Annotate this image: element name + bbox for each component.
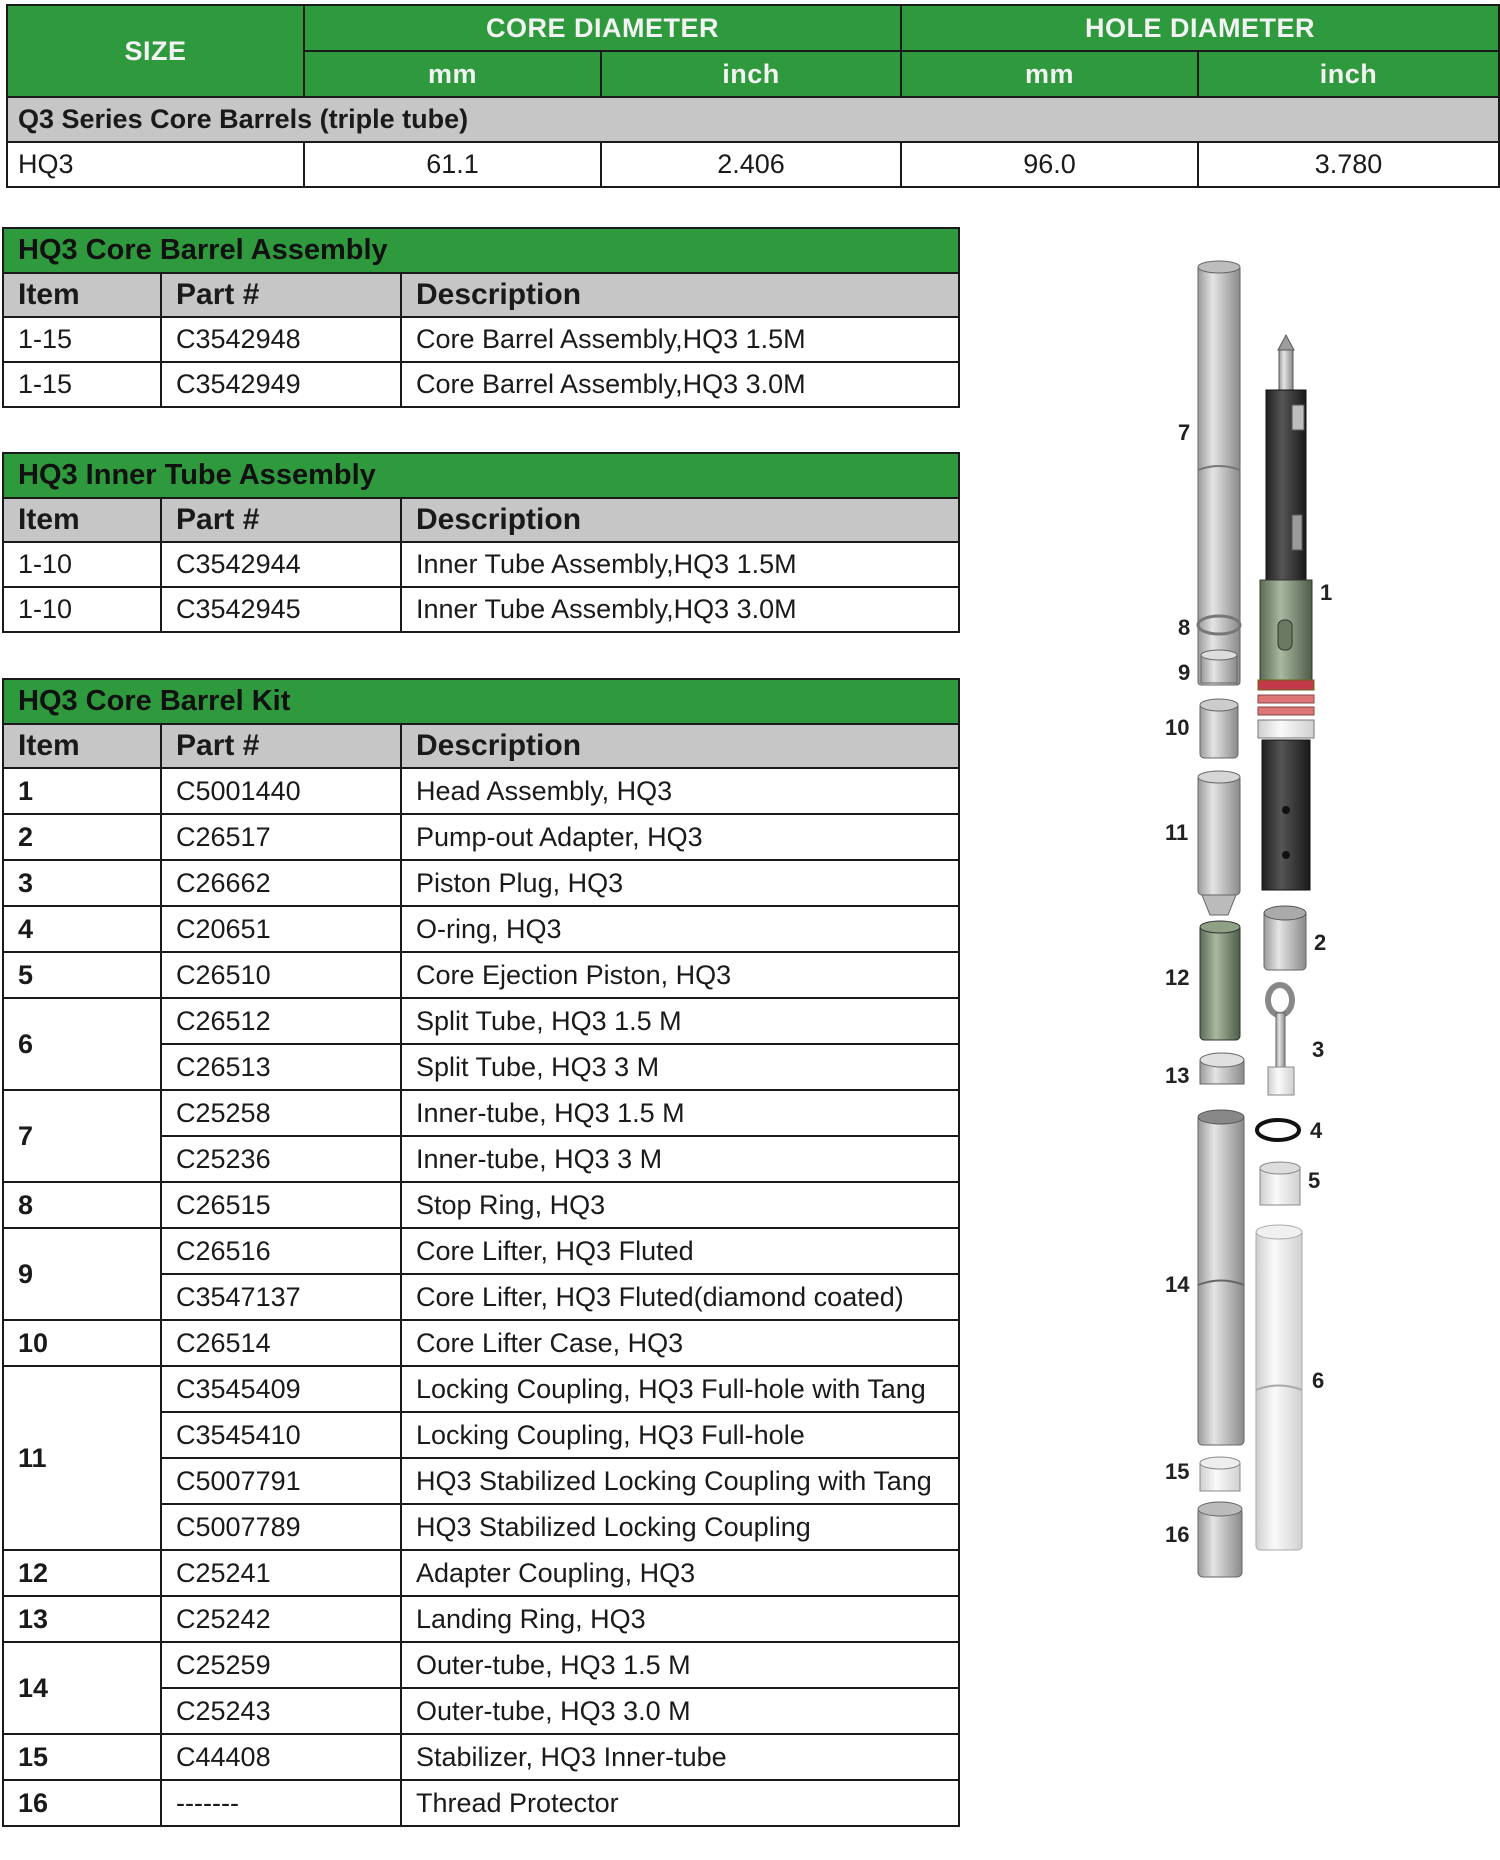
part-cell: C26515: [161, 1182, 401, 1228]
diagram-label-2: 2: [1314, 930, 1327, 955]
description-cell: Core Barrel Assembly,HQ3 3.0M: [401, 362, 959, 407]
part-cell: C26662: [161, 860, 401, 906]
part-cell: C25242: [161, 1596, 401, 1642]
col-description-header: Description: [401, 498, 959, 542]
item-cell: 9: [3, 1228, 161, 1320]
col-item-header: Item: [3, 273, 161, 317]
part-cell: C20651: [161, 906, 401, 952]
description-cell: Core Ejection Piston, HQ3: [401, 952, 959, 998]
description-cell: O-ring, HQ3: [401, 906, 959, 952]
description-cell: Outer-tube, HQ3 1.5 M: [401, 1642, 959, 1688]
core-ejection-piston-part-5: [1260, 1162, 1300, 1205]
table-row: [3, 1090, 959, 1136]
part-cell: C25241: [161, 1550, 401, 1596]
description-cell: Inner Tube Assembly,HQ3 1.5M: [401, 542, 959, 587]
description-cell: Piston Plug, HQ3: [401, 860, 959, 906]
diagram-label-15: 15: [1165, 1459, 1190, 1484]
core-inch-cell: 2.406: [601, 142, 901, 187]
description-cell: Core Lifter, HQ3 Fluted(diamond coated): [401, 1274, 959, 1320]
table-title: HQ3 Inner Tube Assembly: [3, 453, 959, 498]
part-cell: C3542945: [161, 587, 401, 632]
item-cell: 1-10: [3, 542, 161, 587]
hole-inch-cell: 3.780: [1198, 142, 1499, 187]
core-barrel-kit-table: [2, 678, 960, 1827]
diagram-label-7: 7: [1178, 420, 1191, 445]
table-title: HQ3 Core Barrel Kit: [3, 679, 959, 724]
stabilizer-part-15: [1200, 1457, 1240, 1491]
diagram-label-16: 16: [1165, 1522, 1190, 1547]
table-row: [3, 1596, 959, 1642]
hole-inch-header: inch: [1198, 51, 1499, 97]
table-row: [3, 906, 959, 952]
diagram-label-14: 14: [1165, 1272, 1190, 1297]
description-cell: Outer-tube, HQ3 3.0 M: [401, 1688, 959, 1734]
inner-tube-part-7: [1198, 261, 1240, 685]
part-cell: C25243: [161, 1688, 401, 1734]
item-cell: 1-15: [3, 362, 161, 407]
item-cell: 3: [3, 860, 161, 906]
description-cell: Adapter Coupling, HQ3: [401, 1550, 959, 1596]
description-cell: Core Barrel Assembly,HQ3 1.5M: [401, 317, 959, 362]
piston-plug-part-3: [1268, 985, 1294, 1095]
description-cell: Split Tube, HQ3 3 M: [401, 1044, 959, 1090]
col-part-header: Part #: [161, 724, 401, 768]
landing-ring-part-13: [1200, 1053, 1244, 1084]
description-cell: Locking Coupling, HQ3 Full-hole with Tang: [401, 1366, 959, 1412]
kit-table-body: [3, 768, 959, 1826]
item-cell: 4: [3, 906, 161, 952]
diagram-label-13: 13: [1165, 1063, 1190, 1088]
locking-coupling-part-11: [1198, 771, 1240, 915]
diagram-label-12: 12: [1165, 965, 1190, 990]
part-cell: C3545410: [161, 1412, 401, 1458]
outer-tube-part-14: [1198, 1110, 1244, 1445]
diagram-label-1: 1: [1320, 580, 1333, 605]
table-row: [3, 317, 959, 362]
description-cell: Split Tube, HQ3 1.5 M: [401, 998, 959, 1044]
item-cell: 1-15: [3, 317, 161, 362]
table-row: [3, 1642, 959, 1688]
exploded-parts-diagram: [1140, 255, 1340, 1855]
diagram-label-5: 5: [1308, 1168, 1321, 1193]
core-mm-cell: 61.1: [304, 142, 601, 187]
diagram-label-8: 8: [1178, 615, 1191, 640]
diagram-label-3: 3: [1312, 1037, 1325, 1062]
inner-tube-assembly-table: [2, 452, 960, 633]
core-lifter-part-9: [1201, 650, 1237, 683]
col-description-header: Description: [401, 724, 959, 768]
part-cell: -------: [161, 1780, 401, 1826]
table-row: [3, 1182, 959, 1228]
part-cell: C5001440: [161, 768, 401, 814]
item-cell: 12: [3, 1550, 161, 1596]
description-cell: Landing Ring, HQ3: [401, 1596, 959, 1642]
description-cell: Inner-tube, HQ3 3 M: [401, 1136, 959, 1182]
table-row: [3, 768, 959, 814]
description-cell: Head Assembly, HQ3: [401, 768, 959, 814]
part-cell: C26513: [161, 1044, 401, 1090]
core-inch-header: inch: [601, 51, 901, 97]
col-item-header: Item: [3, 724, 161, 768]
item-cell: 11: [3, 1366, 161, 1550]
part-cell: C25259: [161, 1642, 401, 1688]
part-cell: C26510: [161, 952, 401, 998]
part-cell: C26512: [161, 998, 401, 1044]
thread-protector-part-16: [1198, 1502, 1242, 1577]
description-cell: Core Lifter, HQ3 Fluted: [401, 1228, 959, 1274]
diameter-spec-table: [6, 4, 1500, 188]
table-row: [3, 998, 959, 1044]
item-cell: 1: [3, 768, 161, 814]
size-cell: HQ3: [7, 142, 304, 187]
item-cell: 8: [3, 1182, 161, 1228]
table-row: [3, 1366, 959, 1412]
part-cell: C25258: [161, 1090, 401, 1136]
split-tube-part-6: [1256, 1225, 1302, 1550]
part-cell: C44408: [161, 1734, 401, 1780]
item-cell: 14: [3, 1642, 161, 1734]
col-description-header: Description: [401, 273, 959, 317]
table-row: [3, 952, 959, 998]
pump-out-adapter-part-2: [1264, 906, 1306, 970]
core-barrel-assembly-table: [2, 227, 960, 408]
description-cell: HQ3 Stabilized Locking Coupling with Tang: [401, 1458, 959, 1504]
description-cell: HQ3 Stabilized Locking Coupling: [401, 1504, 959, 1550]
col-part-header: Part #: [161, 498, 401, 542]
part-cell: C3547137: [161, 1274, 401, 1320]
item-cell: 13: [3, 1596, 161, 1642]
core-lifter-case-part-10: [1200, 699, 1238, 758]
item-cell: 5: [3, 952, 161, 998]
description-cell: Inner Tube Assembly,HQ3 3.0M: [401, 587, 959, 632]
part-cell: C3542944: [161, 542, 401, 587]
part-cell: C3542948: [161, 317, 401, 362]
adapter-coupling-part-12: [1200, 921, 1240, 1040]
description-cell: Stop Ring, HQ3: [401, 1182, 959, 1228]
item-cell: 7: [3, 1090, 161, 1182]
table-row: [3, 1320, 959, 1366]
table-row: [3, 860, 959, 906]
item-cell: 1-10: [3, 587, 161, 632]
description-cell: Stabilizer, HQ3 Inner-tube: [401, 1734, 959, 1780]
part-cell: C26516: [161, 1228, 401, 1274]
description-cell: Core Lifter Case, HQ3: [401, 1320, 959, 1366]
table-row: [3, 1228, 959, 1274]
table-title: HQ3 Core Barrel Assembly: [3, 228, 959, 273]
description-cell: Pump-out Adapter, HQ3: [401, 814, 959, 860]
table-row: [3, 814, 959, 860]
col-item-header: Item: [3, 498, 161, 542]
part-cell: C26514: [161, 1320, 401, 1366]
table-row: [3, 1780, 959, 1826]
part-cell: C3545409: [161, 1366, 401, 1412]
diagram-label-11: 11: [1165, 820, 1189, 845]
o-ring-part-4: [1257, 1120, 1299, 1140]
core-mm-header: mm: [304, 51, 601, 97]
item-cell: 16: [3, 1780, 161, 1826]
part-cell: C26517: [161, 814, 401, 860]
table-row: [3, 1550, 959, 1596]
description-cell: Thread Protector: [401, 1780, 959, 1826]
item-cell: 15: [3, 1734, 161, 1780]
series-row: Q3 Series Core Barrels (triple tube): [7, 97, 1499, 142]
table-row: [3, 587, 959, 632]
hole-mm-cell: 96.0: [901, 142, 1198, 187]
hole-mm-header: mm: [901, 51, 1198, 97]
diagram-label-6: 6: [1312, 1368, 1325, 1393]
part-cell: C3542949: [161, 362, 401, 407]
item-cell: 6: [3, 998, 161, 1090]
item-cell: 10: [3, 1320, 161, 1366]
head-assembly-part-1: [1258, 335, 1314, 890]
size-header: SIZE: [7, 5, 304, 97]
part-cell: C25236: [161, 1136, 401, 1182]
description-cell: Locking Coupling, HQ3 Full-hole: [401, 1412, 959, 1458]
diagram-label-9: 9: [1178, 660, 1191, 685]
description-cell: Inner-tube, HQ3 1.5 M: [401, 1090, 959, 1136]
diagram-label-4: 4: [1310, 1118, 1323, 1143]
table-row: [3, 542, 959, 587]
table-row: [3, 362, 959, 407]
part-cell: C5007791: [161, 1458, 401, 1504]
col-part-header: Part #: [161, 273, 401, 317]
table-row: [3, 1734, 959, 1780]
item-cell: 2: [3, 814, 161, 860]
part-cell: C5007789: [161, 1504, 401, 1550]
core-diameter-header: CORE DIAMETER: [304, 5, 901, 51]
hole-diameter-header: HOLE DIAMETER: [901, 5, 1499, 51]
diagram-label-10: 10: [1165, 715, 1190, 740]
